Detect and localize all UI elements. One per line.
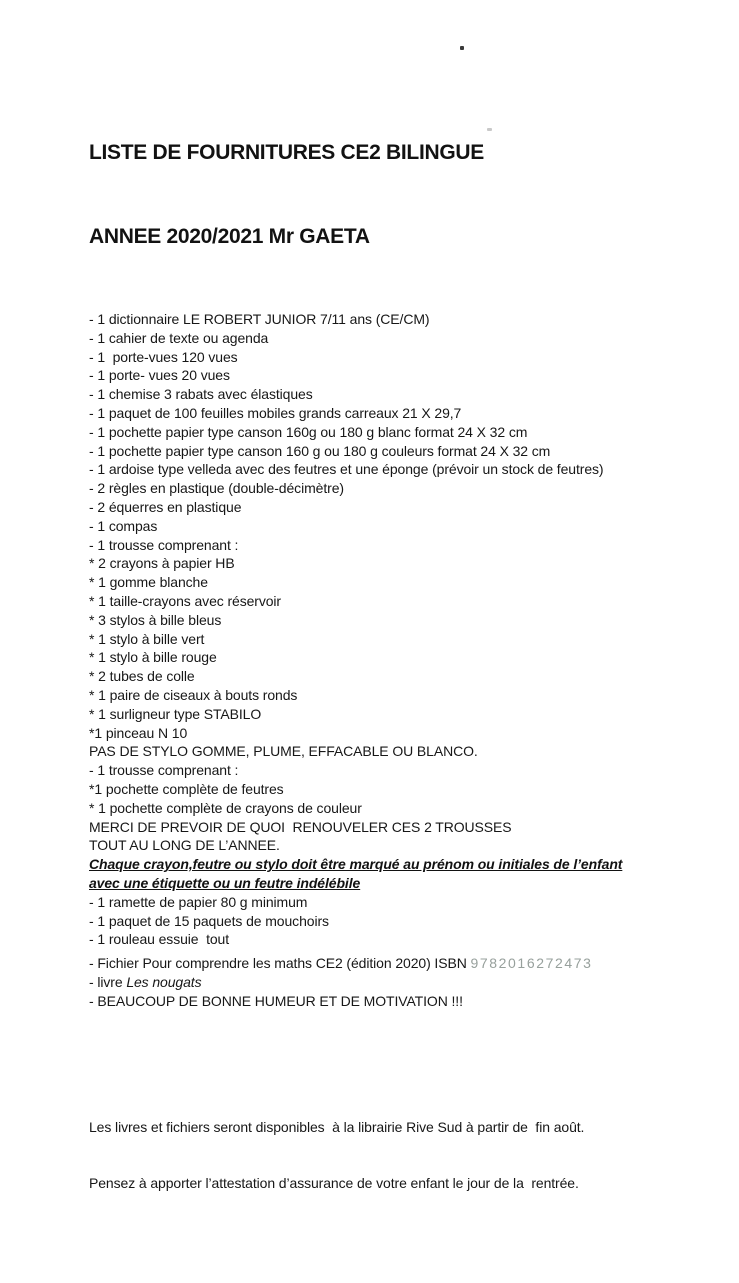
- list-item-text: Chaque crayon,feutre ou stylo doit être marqué au prénom ou initiales de l’enfant: [89, 856, 623, 873]
- list-item-text: - Fichier Pour comprendre les maths CE2 (édition 2020) ISBN: [89, 955, 471, 972]
- list-item-text: * 1 pochette complète de crayons de couleur: [89, 799, 362, 816]
- list-item: [89, 366, 719, 385]
- list-item-text: - 1 pochette papier type canson 160g ou 180 g blanc format 24 X 32 cm: [89, 423, 528, 440]
- list-item-text: TOUT AU LONG DE L’ANNEE.: [89, 837, 280, 854]
- list-item: [89, 385, 719, 404]
- list-item-text: - 1 paquet de 100 feuilles mobiles grands carreaux 21 X 29,7: [89, 404, 462, 421]
- footer-note: [89, 1082, 719, 1229]
- list-item: [89, 818, 719, 837]
- list-item: [89, 686, 719, 705]
- list-item-text: - 1 porte- vues 20 vues: [89, 367, 230, 384]
- list-item-text: - 1 porte-vues 120 vues: [89, 348, 238, 365]
- list-item-text: * 1 stylo à bille rouge: [89, 649, 217, 666]
- list-item-text: PAS DE STYLO GOMME, PLUME, EFFACABLE OU BLANCO.: [89, 743, 478, 760]
- list-item-text: - 1 trousse comprenant :: [89, 536, 239, 553]
- document-title-line2: ANNEE 2020/2021 Mr GAETA: [89, 225, 370, 248]
- list-item: [89, 554, 719, 573]
- book-title: Les nougats: [126, 973, 202, 990]
- list-item: [89, 742, 719, 761]
- supply-list: [89, 310, 719, 1010]
- list-item: [89, 780, 719, 799]
- list-item: [89, 442, 719, 461]
- list-item: [89, 611, 719, 630]
- list-item: [89, 648, 719, 667]
- list-item-text: - 1 ramette de papier 80 g minimum: [89, 893, 308, 910]
- list-item-text: MERCI DE PREVOIR DE QUOI RENOUVELER CES 2 TROUSSES: [89, 818, 512, 835]
- list-item: [89, 973, 719, 992]
- list-item: [89, 460, 719, 479]
- list-item-text: * 1 gomme blanche: [89, 574, 208, 591]
- list-item-text: - BEAUCOUP DE BONNE HUMEUR ET DE MOTIVATION !!!: [89, 992, 463, 1009]
- list-item-text: * 2 tubes de colle: [89, 668, 195, 685]
- list-item: [89, 630, 719, 649]
- list-item: [89, 912, 719, 931]
- list-item: [89, 954, 719, 973]
- list-item: [89, 761, 719, 780]
- list-item-text: *1 pochette complète de feutres: [89, 780, 284, 797]
- list-item-text: - livre: [89, 973, 127, 990]
- list-item: [89, 517, 719, 536]
- list-item: [89, 836, 719, 855]
- list-item-text: avec une étiquette ou un feutre indélébile: [89, 874, 361, 891]
- list-item: [89, 592, 719, 611]
- list-item-text: - 2 règles en plastique (double-décimètre): [89, 480, 344, 497]
- list-item: [89, 724, 719, 743]
- footer-line1: Les livres et fichiers seront disponibles à la librairie Rive Sud à partir de fin août.: [89, 1119, 585, 1136]
- scan-speck: [460, 46, 464, 50]
- list-item-text: - 1 compas: [89, 517, 158, 534]
- list-item-text: * 2 crayons à papier HB: [89, 555, 235, 572]
- list-item-text: - 1 pochette papier type canson 160 g ou 180 g couleurs format 24 X 32 cm: [89, 442, 551, 459]
- list-item-text: * 1 stylo à bille vert: [89, 630, 205, 647]
- footer-line2: Pensez à apporter l’attestation d’assurance de votre enfant le jour de la rentrée.: [89, 1174, 579, 1191]
- list-item-text: - 1 rouleau essuie tout: [89, 931, 230, 948]
- list-item: [89, 893, 719, 912]
- isbn-number: 9782016272473: [470, 955, 593, 972]
- list-item: [89, 310, 719, 329]
- list-item-text: - 2 équerres en plastique: [89, 498, 242, 515]
- list-item: [89, 423, 719, 442]
- list-item: [89, 992, 719, 1011]
- list-item-text: - 1 chemise 3 rabats avec élastiques: [89, 386, 313, 403]
- list-item: [89, 930, 719, 949]
- list-item-text: - 1 cahier de texte ou agenda: [89, 329, 269, 346]
- document-title-line1: LISTE DE FOURNITURES CE2 BILINGUE: [89, 141, 484, 164]
- list-item-text: - 1 dictionnaire LE ROBERT JUNIOR 7/11 ans (CE/CM): [89, 311, 430, 327]
- list-item: [89, 855, 719, 874]
- supply-list-document: [89, 84, 719, 1283]
- list-item: [89, 536, 719, 555]
- list-item-text: *1 pinceau N 10: [89, 724, 188, 741]
- list-item: [89, 404, 719, 423]
- list-item: [89, 498, 719, 517]
- list-item: [89, 874, 719, 893]
- list-item: [89, 799, 719, 818]
- list-item: [89, 329, 719, 348]
- list-item: [89, 479, 719, 498]
- list-item-text: - 1 ardoise type velleda avec des feutres et une éponge (prévoir un stock de feutres): [89, 461, 604, 478]
- list-item-text: * 3 stylos à bille bleus: [89, 611, 222, 628]
- list-item-text: - 1 paquet de 15 paquets de mouchoirs: [89, 912, 329, 929]
- list-item: [89, 348, 719, 367]
- list-item-text: * 1 paire de ciseaux à bouts ronds: [89, 686, 298, 703]
- list-item: [89, 573, 719, 592]
- list-item-text: - 1 trousse comprenant :: [89, 762, 239, 779]
- list-item: [89, 667, 719, 686]
- list-item-text: * 1 taille-crayons avec réservoir: [89, 592, 281, 609]
- list-item: [89, 705, 719, 724]
- list-item-text: * 1 surligneur type STABILO: [89, 705, 262, 722]
